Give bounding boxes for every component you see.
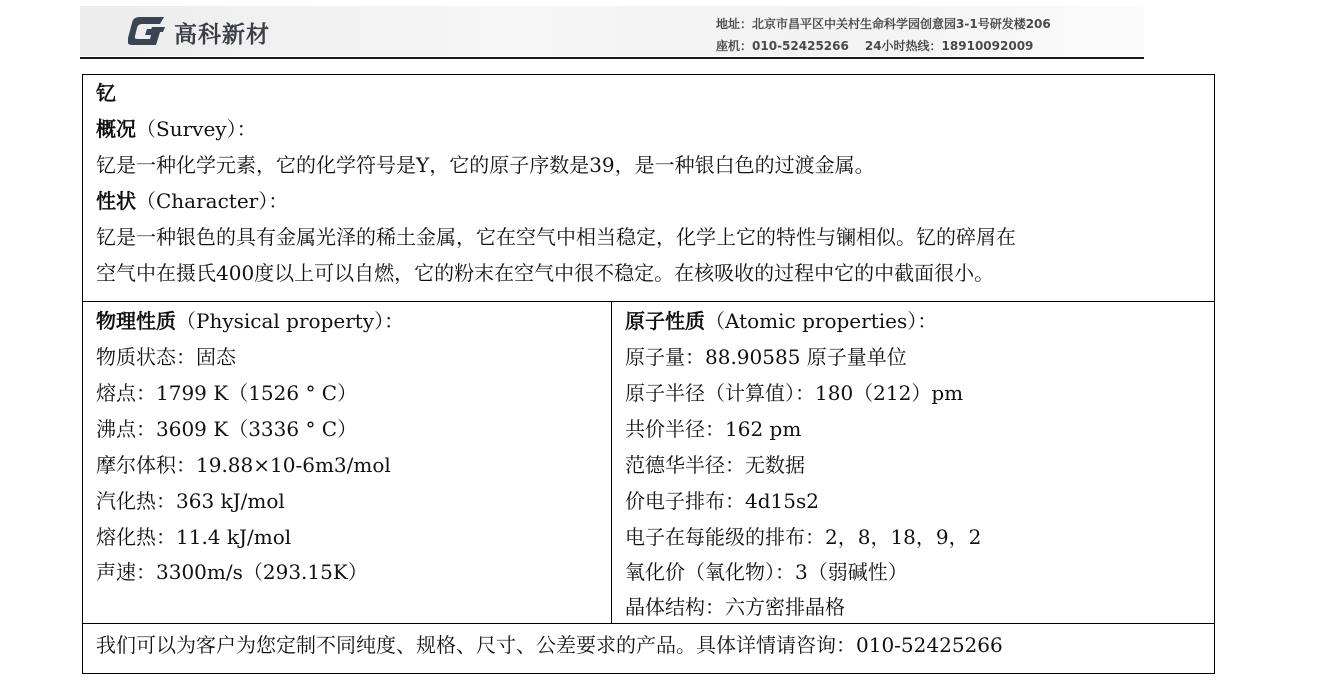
atomic-item: 原子半径（计算值）：180（212）pm xyxy=(625,381,964,405)
physical-item: 摩尔体积：19.88×10-6m3/mol xyxy=(96,453,391,477)
character-text-1: 钇是一种银色的具有金属光泽的稀土金属，它在空气中相当稳定，化学上它的特性与镧相似。钇的碎屑在 xyxy=(96,225,1016,249)
character-en: （Character）： xyxy=(136,189,289,213)
properties-section xyxy=(83,302,1214,624)
company-logo-icon xyxy=(128,15,166,45)
character-text-2: 空气中在摄氏400度以上可以自燃，它的粉末在空气中很不稳定。在核吸收的过程中它的中截面很小。 xyxy=(96,261,995,285)
physical-properties xyxy=(83,302,612,623)
physical-item: 声速：3300m/s（293.15K） xyxy=(96,560,368,584)
physical-item: 物质状态：固态 xyxy=(96,345,236,369)
address-label: 地址： xyxy=(716,17,753,31)
hotline-value: 18910092009 xyxy=(941,39,1034,53)
atomic-item: 氧化价（氧化物）：3（弱碱性） xyxy=(625,560,908,584)
header-divider xyxy=(80,57,1144,59)
survey-text: 钇是一种化学元素，它的化学符号是Y，它的原子序数是39，是一种银白色的过渡金属。 xyxy=(96,153,875,177)
physical-title: 物理性质 xyxy=(96,309,176,333)
atomic-properties xyxy=(612,302,1214,623)
contact-info xyxy=(716,13,1051,57)
atomic-title-en: （Atomic properties）： xyxy=(705,309,938,333)
physical-item: 汽化热：363 kJ/mol xyxy=(96,489,285,513)
atomic-title: 原子性质 xyxy=(625,309,705,333)
physical-item: 熔化热：11.4 kJ/mol xyxy=(96,525,292,549)
address-line xyxy=(716,13,1051,35)
overview-section xyxy=(83,75,1214,302)
physical-title-en: （Physical property）： xyxy=(176,309,405,333)
atomic-heading xyxy=(625,307,937,335)
character-title: 性状 xyxy=(96,189,136,213)
footer-text: 我们可以为客户为您定制不同纯度、规格、尺寸、公差要求的产品。具体详情请咨询：010-52425266 xyxy=(96,633,1003,657)
atomic-item: 原子量：88.90585 原子量单位 xyxy=(625,345,907,369)
address-value: 北京市昌平区中关村生命科学园创意园3-1号研发楼206 xyxy=(752,17,1051,31)
atomic-item: 共价半径：162 pm xyxy=(625,417,802,441)
survey-title: 概况 xyxy=(96,117,136,141)
physical-heading xyxy=(96,307,404,335)
survey-en: （Survey）： xyxy=(136,117,257,141)
element-name: 钇 xyxy=(96,81,116,105)
physical-item: 熔点：1799 K（1526 ° C） xyxy=(96,381,358,405)
phone-line xyxy=(716,35,1051,57)
footer-section xyxy=(83,624,1214,673)
phone-label: 座机： xyxy=(716,39,753,53)
atomic-item: 晶体结构：六方密排晶格 xyxy=(625,595,845,619)
physical-item: 沸点：3609 K（3336 ° C） xyxy=(96,417,358,441)
character-heading xyxy=(96,187,288,215)
hotline-label: 24小时热线： xyxy=(864,39,942,53)
atomic-item: 价电子排布：4d15s2 xyxy=(625,489,819,513)
brand-name: 高科新材 xyxy=(174,22,270,48)
element-datasheet xyxy=(82,74,1215,674)
atomic-item: 范德华半径：无数据 xyxy=(625,453,805,477)
letterhead xyxy=(80,6,1144,56)
atomic-item: 电子在每能级的排布：2，8，18，9，2 xyxy=(625,525,982,549)
phone-value: 010-52425266 xyxy=(752,39,849,53)
survey-heading xyxy=(96,115,257,143)
